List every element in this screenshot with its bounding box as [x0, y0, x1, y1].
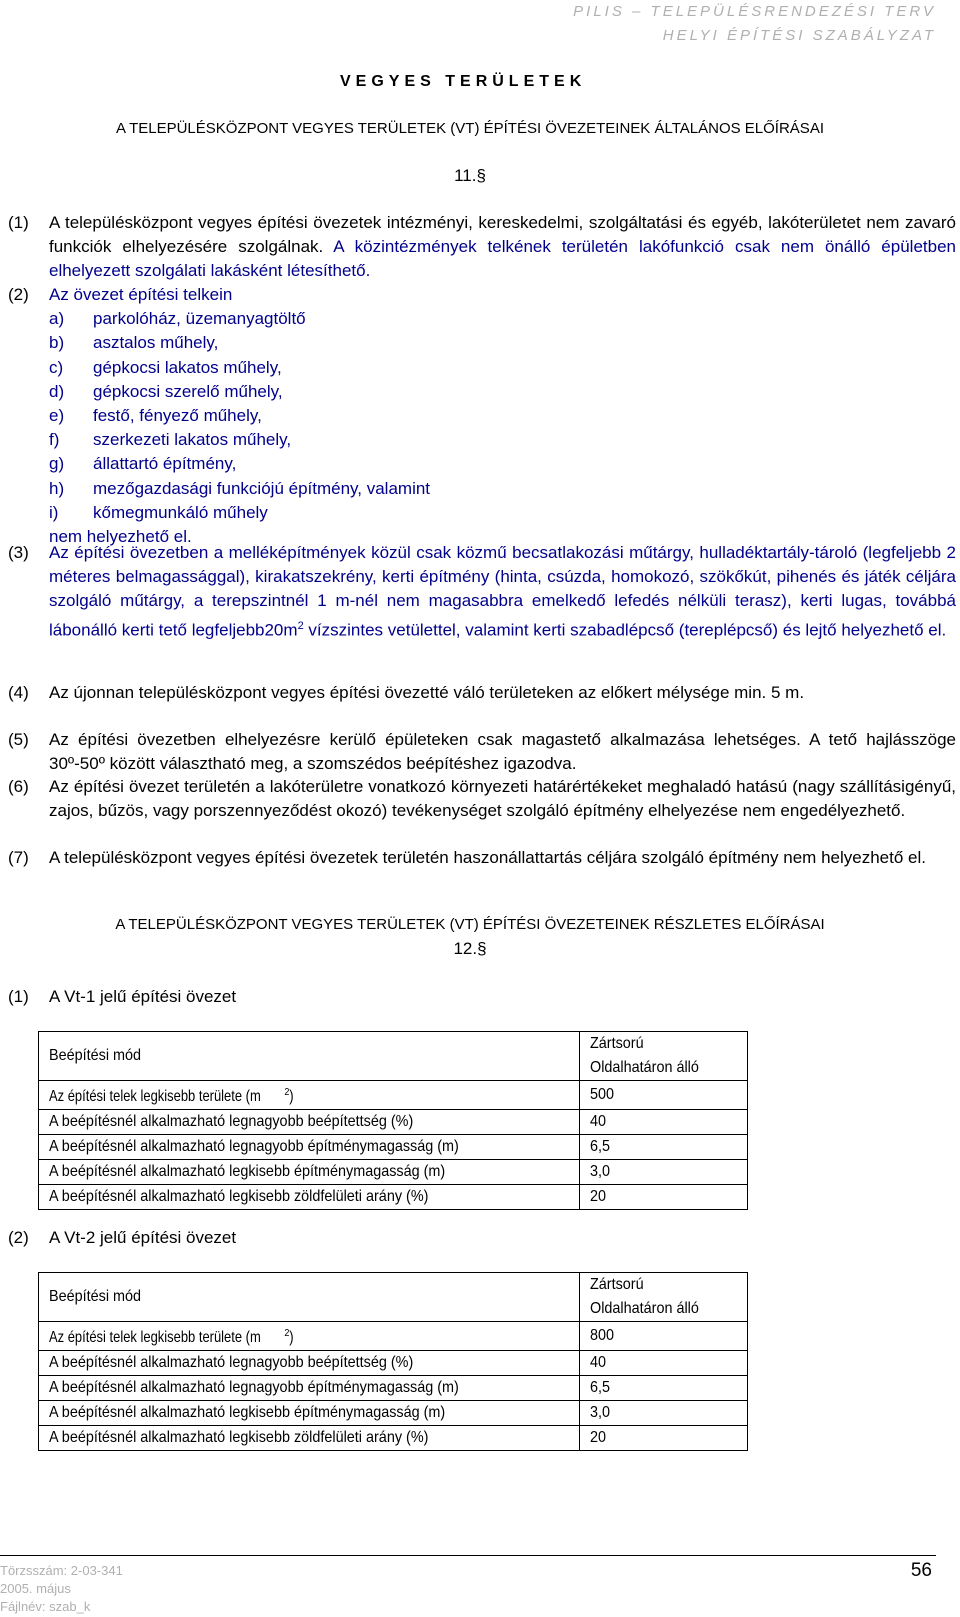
superscript: 2: [297, 619, 304, 632]
section-12-number: 12.§: [453, 939, 487, 958]
paragraph-text-highlight: A közintézmények telkének területén lakófunkció csak nem önálló épületben elhelyezett szolgálati lakásként létesíthető.: [49, 237, 956, 281]
table-row: [39, 1273, 748, 1322]
footer-divider: [0, 1555, 936, 1556]
table-row: [39, 1110, 748, 1135]
table-value: 20: [590, 1188, 607, 1206]
list-item: d) gépkocsi szerelő műhely,: [49, 381, 283, 401]
table-label: A beépítésnél alkalmazható legnagyobb beépítettség (%): [49, 1354, 414, 1372]
footer-register: Törzsszám: 2-03-341: [0, 1563, 123, 1578]
table-row: [39, 1322, 748, 1351]
paragraph-4: [8, 681, 956, 705]
paragraph-number: (5): [8, 730, 29, 749]
paragraph-1: [8, 211, 956, 284]
table-value: 800: [590, 1327, 615, 1345]
paragraph-text: Az építési övezet területén a lakóterületre vonatkozó környezeti határértékeket meghaladó hatású (nagy szállításigényű, zajos, bűzös, vagy porszennyeződést okozó) tevékenységet szolgáló építmény elhelyezése nem engedélyezhető.: [49, 777, 956, 821]
list-item: a) parkolóház, üzemanyagtöltő: [49, 309, 306, 329]
table-value: Oldalhatáron álló: [590, 1059, 699, 1076]
table-label: A beépítésnél alkalmazható legkisebb zöldfelületi arány (%): [49, 1429, 429, 1447]
paragraph-7: [8, 846, 956, 870]
paragraph-text: A településközpont vegyes építési övezetek területén haszonállattartás céljára szolgáló építmény nem helyezhető el.: [49, 848, 926, 867]
table-value: Zártsorú: [590, 1035, 644, 1052]
table-row: [39, 1376, 748, 1401]
table-label: A beépítésnél alkalmazható legnagyobb építménymagasság (m): [49, 1138, 459, 1156]
paragraph-number: (3): [8, 543, 29, 562]
zone-2-heading: [8, 1226, 956, 1250]
table-row: [39, 1351, 748, 1376]
paragraph-number: (6): [8, 777, 29, 796]
paragraph-number: (2): [8, 285, 29, 304]
table-value: 500: [590, 1086, 615, 1104]
document-header: [573, 0, 936, 48]
page-number: 56: [910, 1560, 932, 1581]
footer-filename: Fájlnév: szab_k: [0, 1599, 91, 1614]
table-row: [39, 1426, 748, 1451]
table-label: A beépítésnél alkalmazható legkisebb zöldfelületi arány (%): [49, 1188, 429, 1206]
table-value: 40: [590, 1354, 607, 1372]
table-value: Oldalhatáron álló: [590, 1300, 699, 1317]
general-heading: A TELEPÜLÉSKÖZPONT VEGYES TERÜLETEK (VT) ÉPÍTÉSI ÖVEZETEINEK ÁLTALÁNOS ELŐÍRÁSAI: [116, 120, 824, 137]
list-item: e) festő, fényező műhely,: [49, 406, 262, 426]
table-value: 6,5: [590, 1379, 611, 1397]
table-label: Beépítési mód: [49, 1288, 142, 1305]
table-value: 40: [590, 1113, 607, 1131]
zone-title: A Vt-2 jelű építési övezet: [49, 1228, 237, 1247]
paragraph-number: (4): [8, 683, 29, 702]
table-label: Az építési telek legkisebb területe (m $^2$): [49, 1087, 294, 1106]
paragraph-5: [8, 728, 956, 776]
list-item: f) szerkezeti lakatos műhely,: [49, 430, 292, 450]
paragraph-text-continued: vízszintes vetülettel, valamint kerti szabadlépcső (tereplépcső) és lejtő helyezhető el.: [303, 620, 947, 640]
table-label: Beépítési mód: [49, 1047, 142, 1064]
table-value: Zártsorú: [590, 1276, 644, 1293]
paragraph-6: [8, 775, 956, 823]
list-item: h) mezőgazdasági funkciójú építmény, valamint: [49, 478, 431, 498]
list-item: c) gépkocsi lakatos műhely,: [49, 357, 282, 377]
paragraph-text: Az építési övezetben a melléképítmények közül csak közmű becsatlakozási műtárgy, hulladéktartály-tároló (legfeljebb 2 méteres belmagassággal), kirakatszekrény, kerti építmény (hinta, csúzda, homokozó, szökőkút, pihenés és játék céljára szolgáló műtárgy, a terepszintnél 1 m-nél nem magasabbra emelkedő lefedés nélküli terasz), kerti lugas, továbbá lábonálló kerti tető legfeljebb20m: [49, 543, 956, 640]
footer-date: 2005. május: [0, 1581, 71, 1596]
paragraph-text: A településközpont vegyes építési övezetek intézményi, kereskedelmi, szolgáltatási és egyéb, lakóterületet nem zavaró funkciók elhelyezésére szolgálnak.: [49, 213, 956, 257]
paragraph-2: [8, 283, 956, 549]
table-label: A beépítésnél alkalmazható legkisebb építménymagasság (m): [49, 1404, 446, 1422]
list-item: g) állattartó építmény,: [49, 454, 237, 474]
header-title: PILIS – TELEPÜLÉSRENDEZÉSI TERV: [573, 3, 936, 20]
zone-title: A Vt-1 jelű építési övezet: [49, 987, 237, 1006]
zone-2-table: [38, 1272, 748, 1451]
table-value: 3,0: [590, 1404, 611, 1422]
table-row: [39, 1401, 748, 1426]
table-value: 20: [590, 1429, 607, 1447]
table-label: A beépítésnél alkalmazható legnagyobb építménymagasság (m): [49, 1379, 459, 1397]
footer-info: [0, 1562, 123, 1616]
table-value: 6,5: [590, 1138, 611, 1156]
header-subtitle: HELYI ÉPÍTÉSI SZABÁLYZAT: [662, 27, 936, 44]
detail-heading: A TELEPÜLÉSKÖZPONT VEGYES TERÜLETEK (VT) ÉPÍTÉSI ÖVEZETEINEK RÉSZLETES ELŐÍRÁSAI: [115, 916, 825, 933]
table-row: [39, 1135, 748, 1160]
table-row: [39, 1032, 748, 1081]
table-row: [39, 1160, 748, 1185]
zone-1-table: [38, 1031, 748, 1210]
paragraph-number: (1): [8, 987, 29, 1006]
paragraph-text: Az újonnan településközpont vegyes építési övezetté váló területeken az előkert mélysége min. 5 m.: [49, 683, 805, 702]
list-item: i) kőmegmunkáló műhely: [49, 502, 268, 522]
paragraph-3: [8, 541, 956, 642]
paragraph-number: (7): [8, 848, 29, 867]
paragraph-text: Az építési övezetben elhelyezésre kerülő épületeken csak magastető alkalmazása lehetséges. A tető hajlásszöge 30º-50º között választható meg, a szomszédos beépítéshez igazodva.: [49, 730, 956, 774]
paragraph-outro: nem helyezhető el.: [49, 527, 192, 547]
section-11-number: 11.§: [454, 166, 486, 185]
list-item: b) asztalos műhely,: [49, 333, 219, 353]
section-title: VEGYES TERÜLETEK: [340, 73, 587, 90]
zone-1-heading: [8, 985, 956, 1009]
table-value: 3,0: [590, 1163, 611, 1181]
table-label: Az építési telek legkisebb területe (m $^2$): [49, 1328, 294, 1347]
paragraph-number: (2): [8, 1228, 29, 1247]
table-row: [39, 1081, 748, 1110]
table-label: A beépítésnél alkalmazható legnagyobb beépítettség (%): [49, 1113, 414, 1131]
table-row: [39, 1185, 748, 1210]
paragraph-intro: Az övezet építési telkein: [49, 285, 233, 304]
paragraph-number: (1): [8, 213, 29, 232]
table-label: A beépítésnél alkalmazható legkisebb építménymagasság (m): [49, 1163, 446, 1181]
